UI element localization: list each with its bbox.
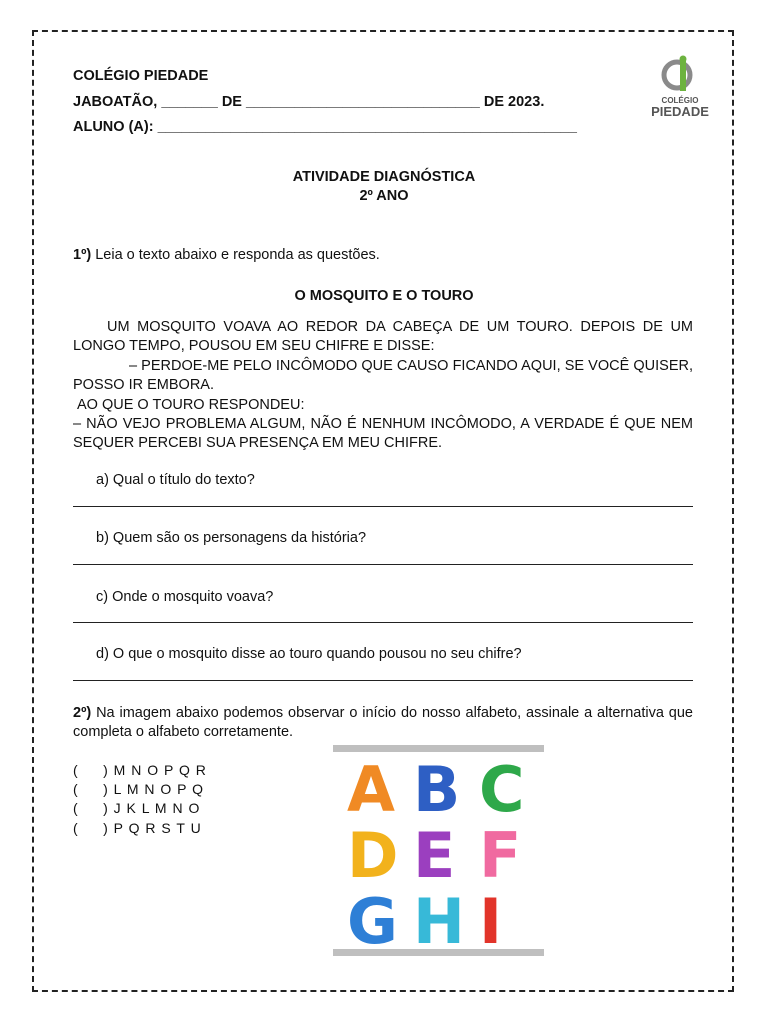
alphabet-image [333,745,544,956]
question-2-number: 2º) [73,705,92,721]
story-paragraph-2: – PERDOE-ME PELO INCÔMODO QUE CAUSO FICANDO AQUI, SE VOCÊ QUISER, POSSO IR EMBORA. [73,358,693,394]
date-line: JABOATÃO, _______ DE _____________________________ DE 2023. [73,94,545,110]
question-a: a) Qual o título do texto? [96,472,255,488]
school-name: COLÉGIO PIEDADE [73,68,209,84]
svg-text:COLÉGIO: COLÉGIO [661,96,699,105]
alphabet-letter-a: A [347,753,395,826]
question-2-instruction: Na imagem abaixo podemos observar o início do nosso alfabeto, assinale a alternativa que completa o alfabeto corretamente. [73,705,693,741]
question-d: d) O que o mosquito disse ao touro quando pousou no seu chifre? [96,646,522,662]
answer-line-b[interactable] [73,564,693,565]
option-3[interactable]: ( ) J K L M N O [73,800,201,816]
alphabet-letter-h: H [413,885,465,958]
answer-line-d[interactable] [73,680,693,681]
alphabet-image-top-bar [333,745,544,752]
school-logo [640,55,720,133]
answer-line-c[interactable] [73,622,693,623]
alphabet-letter-e: E [413,819,456,892]
question-1-header [73,247,380,263]
alphabet-letter-f: F [479,819,522,892]
answer-line-a[interactable] [73,506,693,507]
story-paragraph-3: AO QUE O TOURO RESPONDEU: [77,397,305,413]
option-2[interactable]: ( ) L M N O P Q [73,781,205,797]
activity-title: ATIVIDADE DIAGNÓSTICA [292,169,476,185]
alphabet-letter-b: B [413,753,461,826]
alphabet-letter-g: G [347,885,398,958]
alphabet-letter-c: C [479,753,525,826]
grade-label: 2º ANO [359,188,409,204]
story-paragraph-1: UM MOSQUITO VOAVA AO REDOR DA CABEÇA DE UM TOURO. DEPOIS DE UM LONGO TEMPO, POUSOU EM SEU CHIFRE E DISSE: [73,319,693,355]
alphabet-letter-i: I [479,885,503,958]
alphabet-letter-d: D [347,819,399,892]
svg-text:PIEDADE: PIEDADE [651,104,709,119]
option-4[interactable]: ( ) P Q R S T U [73,820,202,836]
question-2-header [73,704,693,743]
question-c: c) Onde o mosquito voava? [96,589,274,605]
option-1[interactable]: ( ) M N O P Q R [73,762,207,778]
question-1-number: 1º) [73,247,92,263]
story-paragraph-4: – NÃO VEJO PROBLEMA ALGUM, NÃO É NENHUM INCÔMODO, A VERDADE É QUE NEM SEQUER PERCEBI SUA PRESENÇA EM MEU CHIFRE. [73,416,693,452]
question-1-instruction: Leia o texto abaixo e responda as questões. [95,247,380,263]
text-title: O MOSQUITO E O TOURO [294,288,474,304]
student-name-line: ALUNO (A): ____________________________________________________ [73,119,577,135]
question-b: b) Quem são os personagens da história? [96,530,367,546]
